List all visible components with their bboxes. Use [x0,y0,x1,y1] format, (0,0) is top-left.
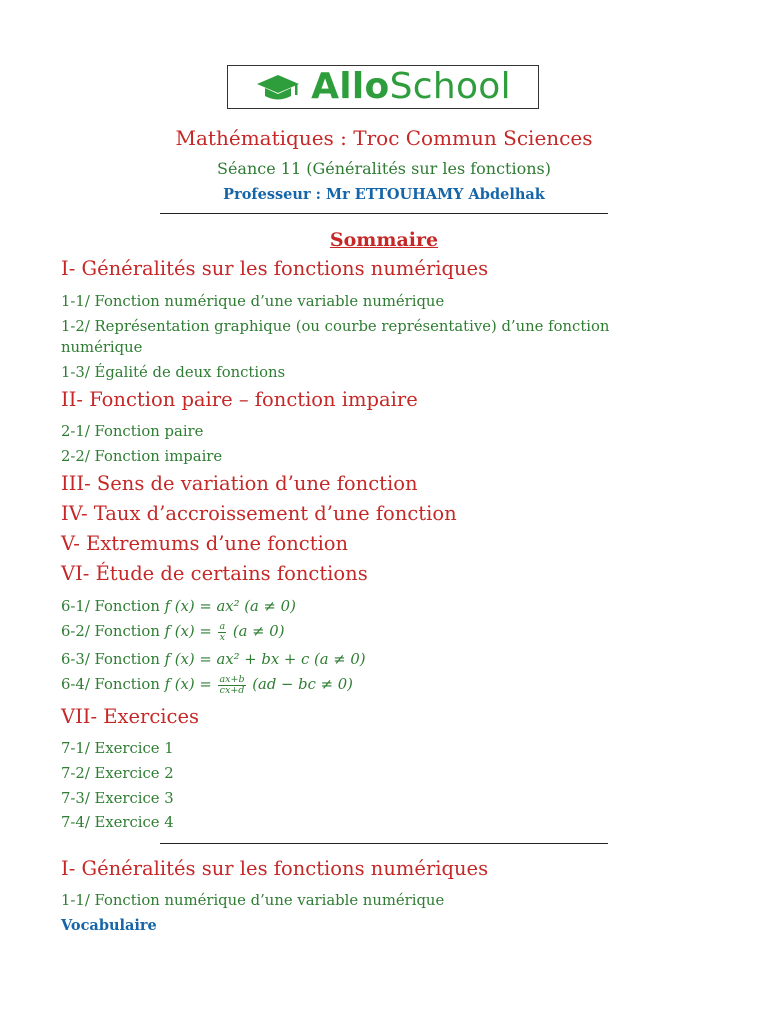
toc-item-6-3[interactable]: 6-3/ Fonction f (x) = ax² + bx + c (a ≠ 0) [61,651,366,668]
toc-section-4[interactable]: IV- Taux d’accroissement d’une fonction [61,502,457,525]
toc-section-6[interactable]: VI- Étude de certains fonctions [61,562,368,585]
toc-section-1[interactable]: I- Généralités sur les fonctions numériques [61,257,489,280]
formula: f (x) = ax² + bx + c (a ≠ 0) [164,651,366,668]
alloschool-logo[interactable] [227,65,539,109]
toc-item-2-1[interactable]: 2-1/ Fonction paire [61,423,204,440]
toc-item-7-4[interactable]: 7-4/ Exercice 4 [61,814,174,831]
divider [160,213,608,214]
toc-item-7-1[interactable]: 7-1/ Exercice 1 [61,740,174,757]
graduation-cap-icon [255,72,301,102]
seance-title: Séance 11 (Généralités sur les fonctions) [216,159,551,178]
toc-section-2[interactable]: II- Fonction paire – fonction impaire [61,388,418,411]
professor-name: Professeur : Mr ETTOUHAMY Abdelhak [223,186,545,203]
toc-item-1-2[interactable]: 1-2/ Représentation graphique (ou courbe représentative) d’une fonction numérique [61,318,610,356]
subsection-title: 1-1/ Fonction numérique d’une variable numérique [61,892,445,909]
toc-item-2-2[interactable]: 2-2/ Fonction impaire [61,448,223,465]
fraction: $\frac{ax+b}{cx+d}$ [219,673,245,696]
toc-section-7[interactable]: VII- Exercices [61,705,199,728]
subject-title: Mathématiques : Troc Commun Sciences [175,126,593,150]
formula: f (x) = ax² (a ≠ 0) [164,598,296,615]
toc-item-7-3[interactable]: 7-3/ Exercice 3 [61,790,174,807]
section-title: I- Généralités sur les fonctions numériques [61,857,489,880]
vocabulary-heading: Vocabulaire [61,917,157,934]
toc-item-1-1[interactable]: 1-1/ Fonction numérique d’une variable numérique [61,293,445,310]
divider [160,843,608,844]
fraction: $\frac{a}{x}$ [219,620,226,643]
toc-item-1-3[interactable]: 1-3/ Égalité de deux fonctions [61,364,286,381]
logo-wordmark: AlloSchool [311,66,511,107]
toc-title: Sommaire [329,229,439,251]
toc-item-6-4[interactable]: 6-4/ Fonction f (x) = $\frac{ax+b}{cx+d}$ (ad − bc ≠ 0) [61,673,353,696]
toc-item-6-2[interactable]: 6-2/ Fonction f (x) = $\frac{a}{x}$ (a ≠ 0) [61,620,285,643]
toc-section-5[interactable]: V- Extremums d’une fonction [61,532,349,555]
toc-item-7-2[interactable]: 7-2/ Exercice 2 [61,765,174,782]
toc-item-6-1[interactable]: 6-1/ Fonction f (x) = ax² (a ≠ 0) [61,598,296,615]
toc-section-3[interactable]: III- Sens de variation d’une fonction [61,472,418,495]
